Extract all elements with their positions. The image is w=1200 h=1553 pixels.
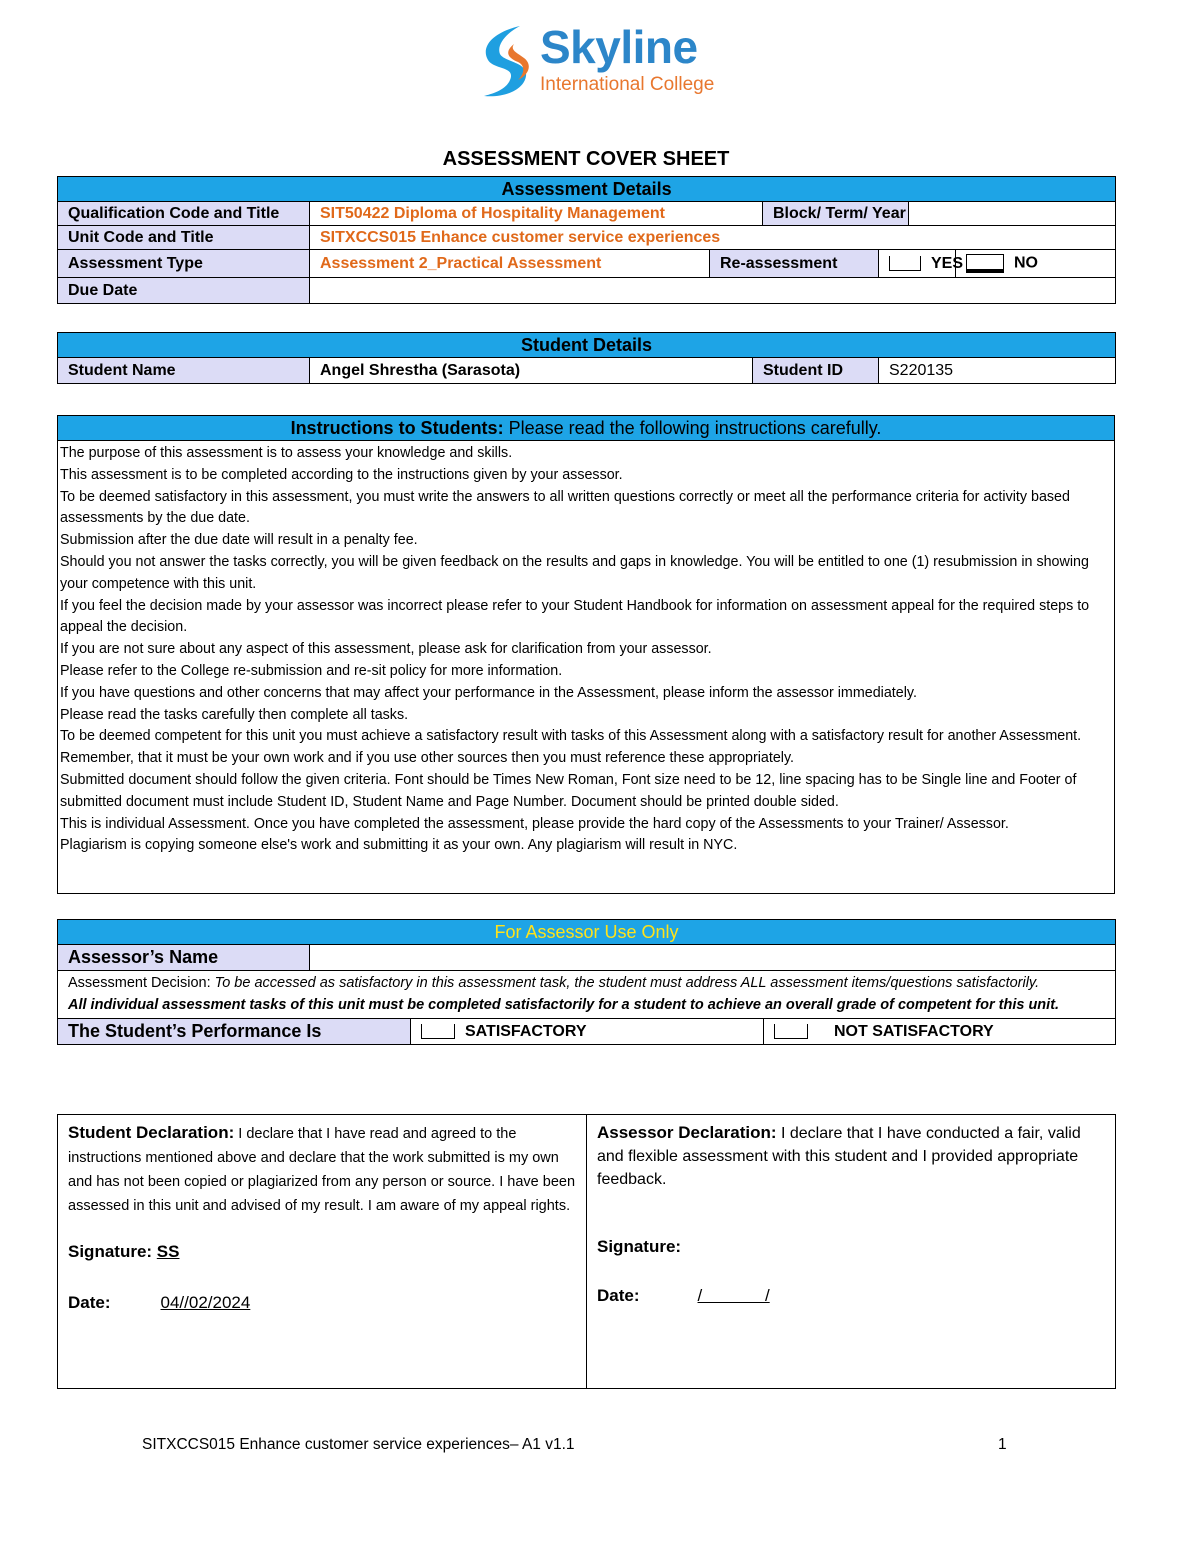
instructions-header xyxy=(58,416,1115,441)
instructions-table xyxy=(57,415,1115,894)
student-declaration xyxy=(58,1115,587,1389)
assessment-details-header: Assessment Details xyxy=(58,177,1116,202)
satisfactory-checkbox-icon[interactable] xyxy=(421,1024,455,1039)
instruction-line: Plagiarism is copying someone else's work and submitting it as your own. Any plagiarism will result in NYC. xyxy=(60,837,738,854)
assessment-details-table xyxy=(57,176,1116,304)
declarations-table xyxy=(57,1114,1116,1389)
student-declaration-text: I declare that I have read and agreed to the instructions mentioned above and declare that the work submitted is my own and has not been copied or plagiarized from any person or source. I have been assessed in this unit and advised of my result. I am aware of my appeal rights. xyxy=(68,1126,576,1214)
instructions-header-bold: Instructions to Students: xyxy=(290,417,504,438)
student-signature-label: Signature: xyxy=(68,1242,153,1261)
assessment-type-value: Assessment 2_Practical Assessment xyxy=(310,250,710,278)
reassessment-label: Re-assessment xyxy=(710,250,879,278)
satisfactory-label: SATISFACTORY xyxy=(465,1022,587,1040)
qualification-label: Qualification Code and Title xyxy=(58,202,310,226)
unit-value: SITXCCS015 Enhance customer service experiences xyxy=(310,226,1116,250)
satisfactory-option[interactable] xyxy=(411,1019,764,1045)
instruction-line: Should you not answer the tasks correctly, you will be given feedback on the results and gaps in knowledge. You will be entitled to one (1) resubmission in showing your competence with this unit. xyxy=(60,553,1089,592)
instruction-line: To be deemed competent for this unit you must achieve a satisfactory result with tasks of this Assessment along with a satisfactory result for another Assessment. xyxy=(60,728,1082,745)
page-number: 1 xyxy=(998,1436,1007,1453)
assessor-date-value: / / xyxy=(697,1286,770,1305)
performance-label: The Student’s Performance Is xyxy=(58,1019,411,1045)
yes-label: YES xyxy=(931,254,964,272)
student-date-label: Date: xyxy=(68,1293,111,1312)
instruction-line: If you have questions and other concerns that may affect your performance in the Assessment, please inform the assessor immediately. xyxy=(60,684,917,701)
assessor-name-value[interactable] xyxy=(310,945,1116,971)
assessor-name-label: Assessor’s Name xyxy=(58,945,310,971)
decision-text: To be accessed as satisfactory in this assessment task, the student must address ALL assessment items/questions satisfactorily. xyxy=(210,975,1040,991)
instruction-line: If you feel the decision made by your assessor was incorrect please refer to your Student Handbook for information on assessment appeal for the required steps to appeal the decision. xyxy=(60,597,1090,636)
decision-bold: All individual assessment tasks of this unit must be completed satisfactorily for a student to achieve an overall grade of competent for this unit. xyxy=(68,996,1060,1013)
student-id-label: Student ID xyxy=(753,358,879,384)
instruction-line: To be deemed satisfactory in this assessment, you must write the answers to all written questions correctly or meet all the performance criteria for activity based assessments by the due date. xyxy=(60,488,1070,527)
not-satisfactory-option[interactable] xyxy=(764,1019,1116,1045)
unit-label: Unit Code and Title xyxy=(58,226,310,250)
reassessment-no-option[interactable] xyxy=(956,250,1116,278)
reassessment-yes-option[interactable] xyxy=(879,250,964,278)
instruction-line: Remember, that it must be your own work and if you use other sources then you must reference these appropriately. xyxy=(60,750,795,767)
instruction-line: Please refer to the College re-submission and re-sit policy for more information. xyxy=(60,662,563,679)
no-label: NO xyxy=(1014,254,1038,272)
student-details-header: Student Details xyxy=(58,333,1116,358)
student-date-value: 04//02/2024 xyxy=(160,1293,251,1312)
assessor-date-label: Date: xyxy=(597,1286,640,1305)
assessor-declaration xyxy=(587,1115,1116,1389)
assessor-declaration-title: Assessor Declaration: xyxy=(597,1123,777,1142)
no-checkbox-icon[interactable] xyxy=(966,254,1004,273)
instruction-line: Submitted document should follow the given criteria. Font should be Times New Roman, Font size need to be 12, line spacing has to be Single line and Footer of submitted document must include Student ID, Student Name and Page Number. Document should be printed double sided. xyxy=(60,771,1077,810)
assessment-type-label: Assessment Type xyxy=(58,250,310,278)
instruction-line: Submission after the due date will result in a penalty fee. xyxy=(60,532,418,549)
student-id-value: S220135 xyxy=(879,358,1116,384)
due-date-value[interactable] xyxy=(310,278,1116,304)
decision-label: Assessment Decision: xyxy=(68,975,211,991)
assessor-use-table xyxy=(57,919,1116,1045)
block-value[interactable] xyxy=(909,202,1116,226)
instructions-header-rest: Please read the following instructions carefully. xyxy=(503,417,882,438)
page-title: ASSESSMENT COVER SHEET xyxy=(442,148,730,170)
instruction-line: If you are not sure about any aspect of this assessment, please ask for clarification from your assessor. xyxy=(60,641,712,658)
block-label: Block/ Term/ Year xyxy=(763,202,909,226)
due-date-label: Due Date xyxy=(58,278,310,304)
assessment-decision xyxy=(58,971,1116,1019)
instructions-body xyxy=(58,441,1115,894)
footer-text: SITXCCS015 Enhance customer service experiences– A1 v1.1 xyxy=(142,1436,575,1453)
student-details-table xyxy=(57,332,1116,384)
student-signature-value: SS xyxy=(156,1242,180,1261)
qualification-value: SIT50422 Diploma of Hospitality Management xyxy=(310,202,763,226)
assessor-use-header: For Assessor Use Only xyxy=(58,920,1116,945)
assessor-declaration-text: I declare that I have conducted a fair, valid and flexible assessment with this student and I provided appropriate feedback. xyxy=(597,1125,1081,1188)
not-satisfactory-label: NOT SATISFACTORY xyxy=(834,1022,994,1040)
logo-name: Skyline xyxy=(540,21,698,73)
student-declaration-title: Student Declaration: xyxy=(68,1123,235,1142)
college-logo xyxy=(474,22,724,102)
instruction-line: This is individual Assessment. Once you have completed the assessment, please provide the hard copy of the Assessments to your Trainer/ Assessor. xyxy=(60,815,1009,832)
instruction-line: This assessment is to be completed according to the instructions given by your assessor. xyxy=(60,466,623,483)
yes-checkbox-icon[interactable] xyxy=(889,256,921,271)
student-name-value: Angel Shrestha (Sarasota) xyxy=(310,358,753,384)
assessor-signature-label: Signature: xyxy=(597,1237,682,1256)
instruction-line: Please read the tasks carefully then complete all tasks. xyxy=(60,706,409,723)
logo-swoosh-icon xyxy=(474,22,536,100)
not-satisfactory-checkbox-icon[interactable] xyxy=(774,1024,808,1039)
student-name-label: Student Name xyxy=(58,358,310,384)
instruction-line: The purpose of this assessment is to assess your knowledge and skills. xyxy=(60,445,513,461)
logo-subtitle: International College xyxy=(540,74,715,95)
